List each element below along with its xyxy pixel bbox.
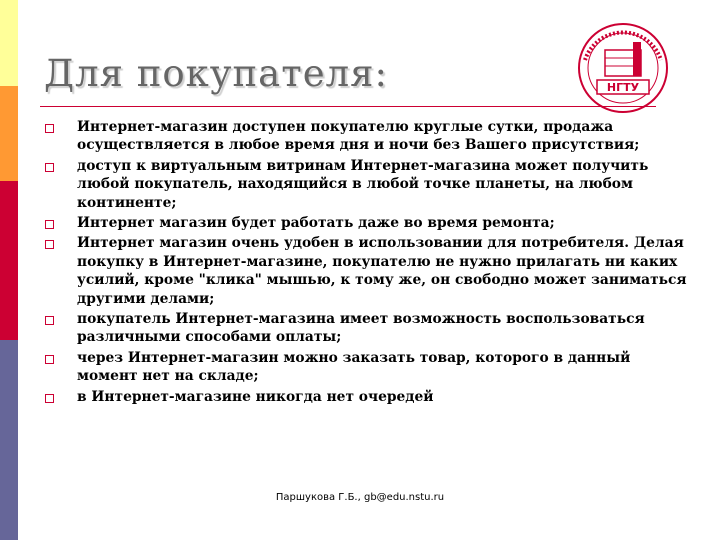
logo-text: НГТУ <box>606 81 640 94</box>
list-item: Интернет-магазин доступен покупателю круглые сутки, продажа осуществляется в любое время дня и ночи без Вашего присутствия; <box>44 118 694 155</box>
square-bullet-icon <box>45 316 54 325</box>
side-bar-orange <box>0 86 18 181</box>
square-bullet-icon <box>45 220 54 229</box>
side-bar-purple <box>0 340 18 540</box>
slide-title: Для покупателя: <box>44 52 388 95</box>
university-logo <box>575 20 671 116</box>
square-bullet-icon <box>45 240 54 249</box>
list-item: в Интернет-магазине никогда нет очередей <box>44 388 694 406</box>
title-divider <box>40 106 656 107</box>
square-bullet-icon <box>45 163 54 172</box>
list-item: покупатель Интернет-магазина имеет возможность воспользоваться различными способами оплаты; <box>44 310 694 347</box>
square-bullet-icon <box>45 124 54 133</box>
square-bullet-icon <box>45 355 54 364</box>
footer-author: Паршукова Г.Б., gb@edu.nstu.ru <box>275 492 445 503</box>
list-item: через Интернет-магазин можно заказать товар, которого в данный момент нет на складе; <box>44 349 694 386</box>
square-bullet-icon <box>45 394 54 403</box>
side-bar-red <box>0 181 18 340</box>
list-item: Интернет магазин очень удобен в использовании для потребителя. Делая покупку в Интернет-магазине, покупателю не нужно прилагать ни каких усилий, кроме "клика" мышью, к тому же, он свободно может заниматься другими делами; <box>44 234 694 308</box>
list-item: доступ к виртуальным витринам Интернет-магазина может получить любой покупатель, находящийся в любой точке планеты, на любом континенте; <box>44 157 694 212</box>
side-bar-yellow <box>0 0 18 86</box>
bullet-list <box>44 118 694 408</box>
list-item: Интернет магазин будет работать даже во время ремонта; <box>44 214 694 232</box>
